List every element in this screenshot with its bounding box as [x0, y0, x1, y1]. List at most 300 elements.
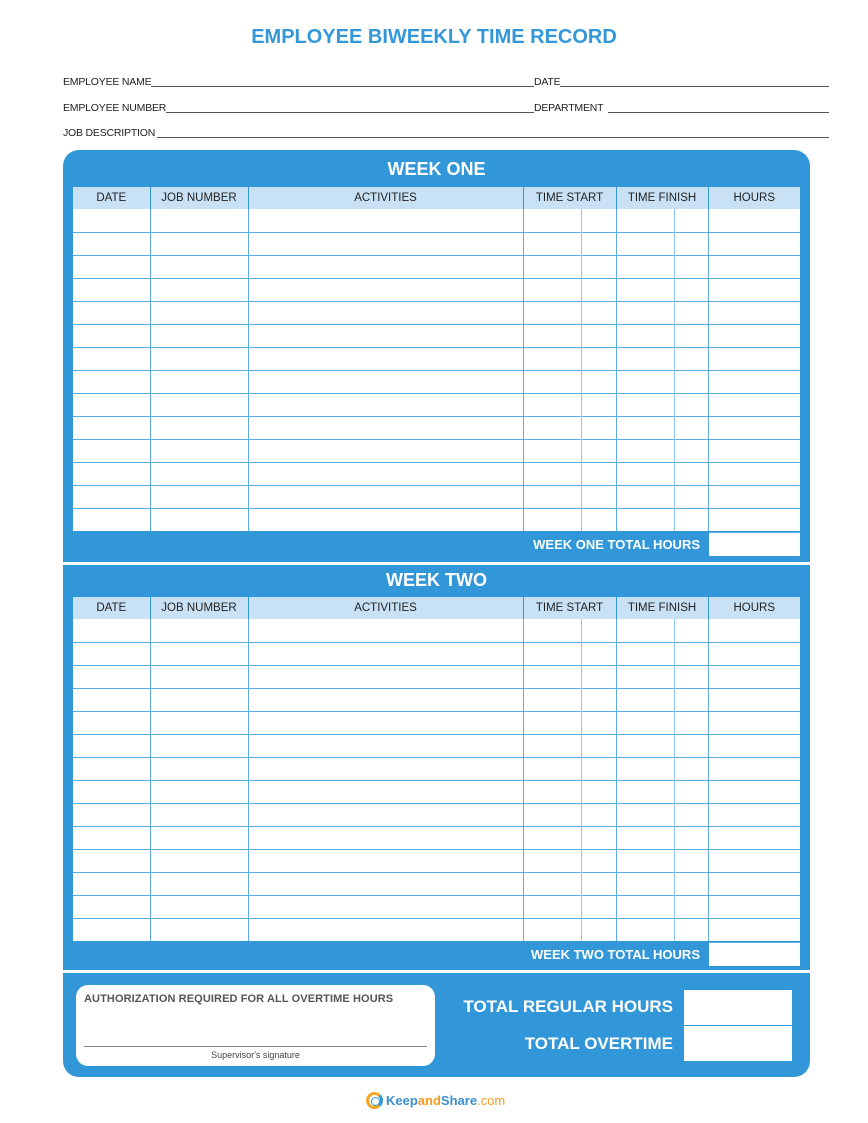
- time-finish-min-cell[interactable]: [674, 439, 708, 462]
- col-hours: HOURS: [708, 187, 800, 209]
- week-one-panel: [63, 150, 810, 562]
- time-start-min-cell[interactable]: [581, 255, 616, 278]
- time-start-hour-cell[interactable]: [523, 370, 581, 393]
- time-start-min-cell[interactable]: [581, 734, 616, 757]
- signature-line[interactable]: [84, 1046, 427, 1047]
- col-activities: ACTIVITIES: [248, 597, 523, 619]
- table-row: [73, 370, 800, 393]
- col-date: DATE: [73, 187, 150, 209]
- hours-cell[interactable]: [708, 370, 800, 393]
- date-cell[interactable]: [73, 803, 150, 826]
- time-finish-min-cell[interactable]: [674, 895, 708, 918]
- date-cell[interactable]: [73, 508, 150, 531]
- time-finish-hour-cell[interactable]: [616, 826, 674, 849]
- date-cell[interactable]: [73, 416, 150, 439]
- hours-cell[interactable]: [708, 462, 800, 485]
- time-finish-hour-cell[interactable]: [616, 485, 674, 508]
- time-finish-hour-cell[interactable]: [616, 416, 674, 439]
- table-row: [73, 619, 800, 642]
- time-start-min-cell[interactable]: [581, 370, 616, 393]
- hours-cell[interactable]: [708, 688, 800, 711]
- time-finish-hour-cell[interactable]: [616, 734, 674, 757]
- time-finish-hour-cell[interactable]: [616, 439, 674, 462]
- time-start-hour-cell[interactable]: [523, 849, 581, 872]
- time-start-hour-cell[interactable]: [523, 872, 581, 895]
- time-start-hour-cell[interactable]: [523, 619, 581, 642]
- job-number-cell[interactable]: [150, 803, 248, 826]
- job-number-cell[interactable]: [150, 393, 248, 416]
- time-start-hour-cell[interactable]: [523, 439, 581, 462]
- department-input[interactable]: [608, 102, 829, 113]
- date-cell[interactable]: [73, 485, 150, 508]
- time-finish-hour-cell[interactable]: [616, 301, 674, 324]
- time-start-hour-cell[interactable]: [523, 803, 581, 826]
- time-start-hour-cell[interactable]: [523, 301, 581, 324]
- total-overtime-label: TOTAL OVERTIME: [524, 1034, 673, 1053]
- table-row: [73, 439, 800, 462]
- date-cell[interactable]: [73, 619, 150, 642]
- time-start-min-cell[interactable]: [581, 803, 616, 826]
- date-cell[interactable]: [73, 895, 150, 918]
- time-finish-hour-cell[interactable]: [616, 849, 674, 872]
- time-start-hour-cell[interactable]: [523, 393, 581, 416]
- time-start-hour-cell[interactable]: [523, 416, 581, 439]
- time-start-hour-cell[interactable]: [523, 688, 581, 711]
- date-cell[interactable]: [73, 688, 150, 711]
- table-row: [73, 803, 800, 826]
- activities-cell[interactable]: [248, 439, 523, 462]
- time-start-min-cell[interactable]: [581, 872, 616, 895]
- time-finish-min-cell[interactable]: [674, 485, 708, 508]
- hours-cell[interactable]: [708, 393, 800, 416]
- job-number-cell[interactable]: [150, 849, 248, 872]
- activities-cell[interactable]: [248, 416, 523, 439]
- time-start-min-cell[interactable]: [581, 895, 616, 918]
- activities-cell[interactable]: [248, 209, 523, 232]
- employee-name-label: EMPLOYEE NAME: [63, 76, 152, 88]
- col-time-start: TIME START: [523, 187, 616, 209]
- table-row: [73, 508, 800, 531]
- date-cell[interactable]: [73, 757, 150, 780]
- time-finish-min-cell[interactable]: [674, 642, 708, 665]
- time-start-min-cell[interactable]: [581, 508, 616, 531]
- time-finish-min-cell[interactable]: [674, 508, 708, 531]
- date-cell[interactable]: [73, 370, 150, 393]
- job-number-cell[interactable]: [150, 370, 248, 393]
- time-start-hour-cell[interactable]: [523, 324, 581, 347]
- time-start-min-cell[interactable]: [581, 642, 616, 665]
- hours-cell[interactable]: [708, 826, 800, 849]
- time-start-hour-cell[interactable]: [523, 734, 581, 757]
- time-finish-min-cell[interactable]: [674, 665, 708, 688]
- department-field[interactable]: [534, 98, 829, 114]
- table-row: [73, 826, 800, 849]
- activities-cell[interactable]: [248, 711, 523, 734]
- logo-text-com: .com: [477, 1092, 506, 1108]
- date-cell[interactable]: [73, 642, 150, 665]
- job-number-cell[interactable]: [150, 347, 248, 370]
- col-job-number: JOB NUMBER: [150, 597, 248, 619]
- date-cell[interactable]: [73, 393, 150, 416]
- activities-cell[interactable]: [248, 347, 523, 370]
- time-start-hour-cell[interactable]: [523, 780, 581, 803]
- overtime-authorization-box[interactable]: [76, 985, 435, 1066]
- total-regular-hours-input[interactable]: [684, 990, 792, 1025]
- activities-cell[interactable]: [248, 895, 523, 918]
- time-start-min-cell[interactable]: [581, 209, 616, 232]
- job-number-cell[interactable]: [150, 209, 248, 232]
- time-start-hour-cell[interactable]: [523, 347, 581, 370]
- time-start-min-cell[interactable]: [581, 711, 616, 734]
- job-number-cell[interactable]: [150, 508, 248, 531]
- table-row: [73, 324, 800, 347]
- time-finish-hour-cell[interactable]: [616, 757, 674, 780]
- time-finish-hour-cell[interactable]: [616, 209, 674, 232]
- table-row: [73, 209, 800, 232]
- activities-cell[interactable]: [248, 826, 523, 849]
- job-number-cell[interactable]: [150, 619, 248, 642]
- time-finish-hour-cell[interactable]: [616, 665, 674, 688]
- hours-cell[interactable]: [708, 757, 800, 780]
- logo-text-and: and: [417, 1092, 441, 1108]
- time-finish-min-cell[interactable]: [674, 347, 708, 370]
- time-start-hour-cell[interactable]: [523, 826, 581, 849]
- time-finish-min-cell[interactable]: [674, 918, 708, 941]
- time-start-hour-cell[interactable]: [523, 757, 581, 780]
- job-number-cell[interactable]: [150, 780, 248, 803]
- week-one-title: WEEK ONE: [387, 159, 486, 179]
- table-row: [73, 734, 800, 757]
- hours-cell[interactable]: [708, 255, 800, 278]
- time-finish-min-cell[interactable]: [674, 757, 708, 780]
- time-start-hour-cell[interactable]: [523, 918, 581, 941]
- time-finish-hour-cell[interactable]: [616, 278, 674, 301]
- employee-number-field[interactable]: [63, 98, 534, 114]
- activities-cell[interactable]: [248, 780, 523, 803]
- date-cell[interactable]: [73, 324, 150, 347]
- week-two-total-input[interactable]: [709, 942, 800, 966]
- activities-cell[interactable]: [248, 370, 523, 393]
- time-start-min-cell[interactable]: [581, 462, 616, 485]
- time-start-hour-cell[interactable]: [523, 895, 581, 918]
- job-description-label: JOB DESCRIPTION: [63, 127, 156, 139]
- time-finish-min-cell[interactable]: [674, 232, 708, 255]
- time-finish-hour-cell[interactable]: [616, 370, 674, 393]
- time-finish-min-cell[interactable]: [674, 278, 708, 301]
- time-finish-hour-cell[interactable]: [616, 918, 674, 941]
- time-start-min-cell[interactable]: [581, 849, 616, 872]
- activities-cell[interactable]: [248, 872, 523, 895]
- time-finish-hour-cell[interactable]: [616, 711, 674, 734]
- hours-cell[interactable]: [708, 301, 800, 324]
- date-cell[interactable]: [73, 734, 150, 757]
- employee-name-field[interactable]: [63, 72, 534, 88]
- activities-cell[interactable]: [248, 301, 523, 324]
- time-finish-min-cell[interactable]: [674, 872, 708, 895]
- activities-cell[interactable]: [248, 508, 523, 531]
- time-finish-min-cell[interactable]: [674, 416, 708, 439]
- time-start-min-cell[interactable]: [581, 757, 616, 780]
- activities-cell[interactable]: [248, 803, 523, 826]
- time-start-min-cell[interactable]: [581, 324, 616, 347]
- activities-cell[interactable]: [248, 255, 523, 278]
- time-start-min-cell[interactable]: [581, 485, 616, 508]
- time-finish-min-cell[interactable]: [674, 209, 708, 232]
- job-number-cell[interactable]: [150, 324, 248, 347]
- date-cell[interactable]: [73, 826, 150, 849]
- job-number-cell[interactable]: [150, 665, 248, 688]
- activities-cell[interactable]: [248, 642, 523, 665]
- date-cell[interactable]: [73, 780, 150, 803]
- keepandshare-logo: [366, 1089, 505, 1111]
- time-finish-hour-cell[interactable]: [616, 255, 674, 278]
- table-row: [73, 462, 800, 485]
- job-number-cell[interactable]: [150, 734, 248, 757]
- hours-cell[interactable]: [708, 872, 800, 895]
- table-row: [73, 642, 800, 665]
- date-label: DATE: [534, 76, 561, 88]
- col-time-finish: TIME FINISH: [616, 597, 708, 619]
- time-start-hour-cell[interactable]: [523, 278, 581, 301]
- time-start-min-cell[interactable]: [581, 619, 616, 642]
- date-cell[interactable]: [73, 232, 150, 255]
- time-start-hour-cell[interactable]: [523, 485, 581, 508]
- time-start-min-cell[interactable]: [581, 232, 616, 255]
- hours-cell[interactable]: [708, 849, 800, 872]
- job-number-cell[interactable]: [150, 918, 248, 941]
- time-start-min-cell[interactable]: [581, 416, 616, 439]
- time-finish-hour-cell[interactable]: [616, 393, 674, 416]
- job-description-input[interactable]: [157, 127, 829, 138]
- hours-cell[interactable]: [708, 485, 800, 508]
- job-number-cell[interactable]: [150, 462, 248, 485]
- activities-cell[interactable]: [248, 665, 523, 688]
- table-row: [73, 780, 800, 803]
- table-row: [73, 255, 800, 278]
- time-finish-hour-cell[interactable]: [616, 688, 674, 711]
- table-row: [73, 895, 800, 918]
- employee-name-input[interactable]: [151, 76, 534, 87]
- employee-number-input[interactable]: [166, 102, 534, 113]
- time-start-hour-cell[interactable]: [523, 232, 581, 255]
- time-finish-min-cell[interactable]: [674, 711, 708, 734]
- hours-cell[interactable]: [708, 803, 800, 826]
- date-cell[interactable]: [73, 209, 150, 232]
- job-number-cell[interactable]: [150, 895, 248, 918]
- time-start-min-cell[interactable]: [581, 347, 616, 370]
- total-overtime-input[interactable]: [684, 1026, 792, 1061]
- employee-number-label: EMPLOYEE NUMBER: [63, 102, 167, 114]
- hours-cell[interactable]: [708, 734, 800, 757]
- job-number-cell[interactable]: [150, 872, 248, 895]
- date-cell[interactable]: [73, 462, 150, 485]
- job-number-cell[interactable]: [150, 688, 248, 711]
- table-row: [73, 485, 800, 508]
- hours-cell[interactable]: [708, 665, 800, 688]
- hours-cell[interactable]: [708, 619, 800, 642]
- hours-cell[interactable]: [708, 439, 800, 462]
- time-start-hour-cell[interactable]: [523, 665, 581, 688]
- time-start-min-cell[interactable]: [581, 688, 616, 711]
- hours-cell[interactable]: [708, 918, 800, 941]
- time-start-hour-cell[interactable]: [523, 462, 581, 485]
- week-two-table: [73, 597, 800, 941]
- time-finish-hour-cell[interactable]: [616, 462, 674, 485]
- time-finish-hour-cell[interactable]: [616, 508, 674, 531]
- week-two-total: [531, 942, 800, 966]
- job-number-cell[interactable]: [150, 232, 248, 255]
- date-cell[interactable]: [73, 301, 150, 324]
- table-row: [73, 393, 800, 416]
- activities-cell[interactable]: [248, 619, 523, 642]
- activities-cell[interactable]: [248, 757, 523, 780]
- job-number-cell[interactable]: [150, 255, 248, 278]
- week-one-rows: [73, 209, 800, 531]
- date-cell[interactable]: [73, 711, 150, 734]
- table-row: [73, 918, 800, 941]
- week-one-header-row: [73, 187, 800, 209]
- table-row: [73, 301, 800, 324]
- time-finish-min-cell[interactable]: [674, 826, 708, 849]
- activities-cell[interactable]: [248, 918, 523, 941]
- job-number-cell[interactable]: [150, 485, 248, 508]
- date-cell[interactable]: [73, 255, 150, 278]
- job-number-cell[interactable]: [150, 301, 248, 324]
- time-finish-min-cell[interactable]: [674, 324, 708, 347]
- time-finish-min-cell[interactable]: [674, 370, 708, 393]
- hours-cell[interactable]: [708, 711, 800, 734]
- activities-cell[interactable]: [248, 278, 523, 301]
- time-finish-min-cell[interactable]: [674, 301, 708, 324]
- logo-text-share: Share: [440, 1092, 478, 1108]
- activities-cell[interactable]: [248, 849, 523, 872]
- time-start-min-cell[interactable]: [581, 665, 616, 688]
- job-number-cell[interactable]: [150, 642, 248, 665]
- time-finish-hour-cell[interactable]: [616, 347, 674, 370]
- total-regular-hours-label: TOTAL REGULAR HOURS: [463, 997, 673, 1016]
- hours-cell[interactable]: [708, 895, 800, 918]
- time-start-hour-cell[interactable]: [523, 209, 581, 232]
- col-date: DATE: [73, 597, 150, 619]
- time-finish-hour-cell[interactable]: [616, 895, 674, 918]
- col-activities: ACTIVITIES: [248, 187, 523, 209]
- time-start-min-cell[interactable]: [581, 301, 616, 324]
- time-finish-min-cell[interactable]: [674, 393, 708, 416]
- date-cell[interactable]: [73, 849, 150, 872]
- hours-cell[interactable]: [708, 642, 800, 665]
- hours-cell[interactable]: [708, 780, 800, 803]
- week-two-total-label: WEEK TWO TOTAL HOURS: [531, 946, 700, 962]
- time-finish-min-cell[interactable]: [674, 849, 708, 872]
- form-title: EMPLOYEE BIWEEKLY TIME RECORD: [251, 26, 617, 48]
- job-number-cell[interactable]: [150, 278, 248, 301]
- job-number-cell[interactable]: [150, 711, 248, 734]
- time-finish-min-cell[interactable]: [674, 255, 708, 278]
- time-finish-hour-cell[interactable]: [616, 780, 674, 803]
- time-start-hour-cell[interactable]: [523, 642, 581, 665]
- hours-cell[interactable]: [708, 324, 800, 347]
- time-finish-min-cell[interactable]: [674, 619, 708, 642]
- department-label: DEPARTMENT: [534, 102, 604, 114]
- logo-swirl-icon: [366, 1092, 383, 1109]
- activities-cell[interactable]: [248, 232, 523, 255]
- week-two-rows: [73, 619, 800, 941]
- time-finish-min-cell[interactable]: [674, 688, 708, 711]
- date-input[interactable]: [560, 76, 829, 87]
- date-cell[interactable]: [73, 872, 150, 895]
- date-cell[interactable]: [73, 918, 150, 941]
- activities-cell[interactable]: [248, 485, 523, 508]
- table-row: [73, 278, 800, 301]
- job-number-cell[interactable]: [150, 439, 248, 462]
- authorization-title: AUTHORIZATION REQUIRED FOR ALL OVERTIME HOURS: [84, 993, 394, 1005]
- hours-cell[interactable]: [708, 416, 800, 439]
- time-start-hour-cell[interactable]: [523, 711, 581, 734]
- job-number-cell[interactable]: [150, 757, 248, 780]
- time-start-min-cell[interactable]: [581, 439, 616, 462]
- time-start-min-cell[interactable]: [581, 780, 616, 803]
- time-finish-hour-cell[interactable]: [616, 324, 674, 347]
- time-finish-hour-cell[interactable]: [616, 803, 674, 826]
- table-row: [73, 688, 800, 711]
- col-hours: HOURS: [708, 597, 800, 619]
- time-start-hour-cell[interactable]: [523, 255, 581, 278]
- date-cell[interactable]: [73, 439, 150, 462]
- time-start-min-cell[interactable]: [581, 918, 616, 941]
- table-row: [73, 849, 800, 872]
- table-row: [73, 872, 800, 895]
- week-two-title: WEEK TWO: [386, 570, 487, 590]
- time-finish-min-cell[interactable]: [674, 803, 708, 826]
- table-row: [73, 757, 800, 780]
- time-start-hour-cell[interactable]: [523, 508, 581, 531]
- time-start-min-cell[interactable]: [581, 393, 616, 416]
- hours-cell[interactable]: [708, 508, 800, 531]
- activities-cell[interactable]: [248, 324, 523, 347]
- date-cell[interactable]: [73, 278, 150, 301]
- job-number-cell[interactable]: [150, 416, 248, 439]
- time-finish-hour-cell[interactable]: [616, 619, 674, 642]
- week-two-panel: [63, 565, 810, 970]
- time-finish-hour-cell[interactable]: [616, 232, 674, 255]
- job-number-cell[interactable]: [150, 826, 248, 849]
- time-finish-min-cell[interactable]: [674, 462, 708, 485]
- time-start-min-cell[interactable]: [581, 826, 616, 849]
- time-finish-min-cell[interactable]: [674, 780, 708, 803]
- table-row: [73, 711, 800, 734]
- job-description-field[interactable]: [63, 123, 829, 139]
- activities-cell[interactable]: [248, 734, 523, 757]
- week-one-total: [533, 532, 800, 556]
- hours-cell[interactable]: [708, 278, 800, 301]
- hours-cell[interactable]: [708, 347, 800, 370]
- date-cell[interactable]: [73, 347, 150, 370]
- time-finish-hour-cell[interactable]: [616, 872, 674, 895]
- activities-cell[interactable]: [248, 393, 523, 416]
- hours-cell[interactable]: [708, 232, 800, 255]
- hours-cell[interactable]: [708, 209, 800, 232]
- date-field[interactable]: [534, 72, 829, 88]
- activities-cell[interactable]: [248, 688, 523, 711]
- activities-cell[interactable]: [248, 462, 523, 485]
- time-start-min-cell[interactable]: [581, 278, 616, 301]
- time-finish-hour-cell[interactable]: [616, 642, 674, 665]
- week-one-total-input[interactable]: [709, 532, 800, 556]
- table-row: [73, 665, 800, 688]
- date-cell[interactable]: [73, 665, 150, 688]
- week-two-header-row: [73, 597, 800, 619]
- time-finish-min-cell[interactable]: [674, 734, 708, 757]
